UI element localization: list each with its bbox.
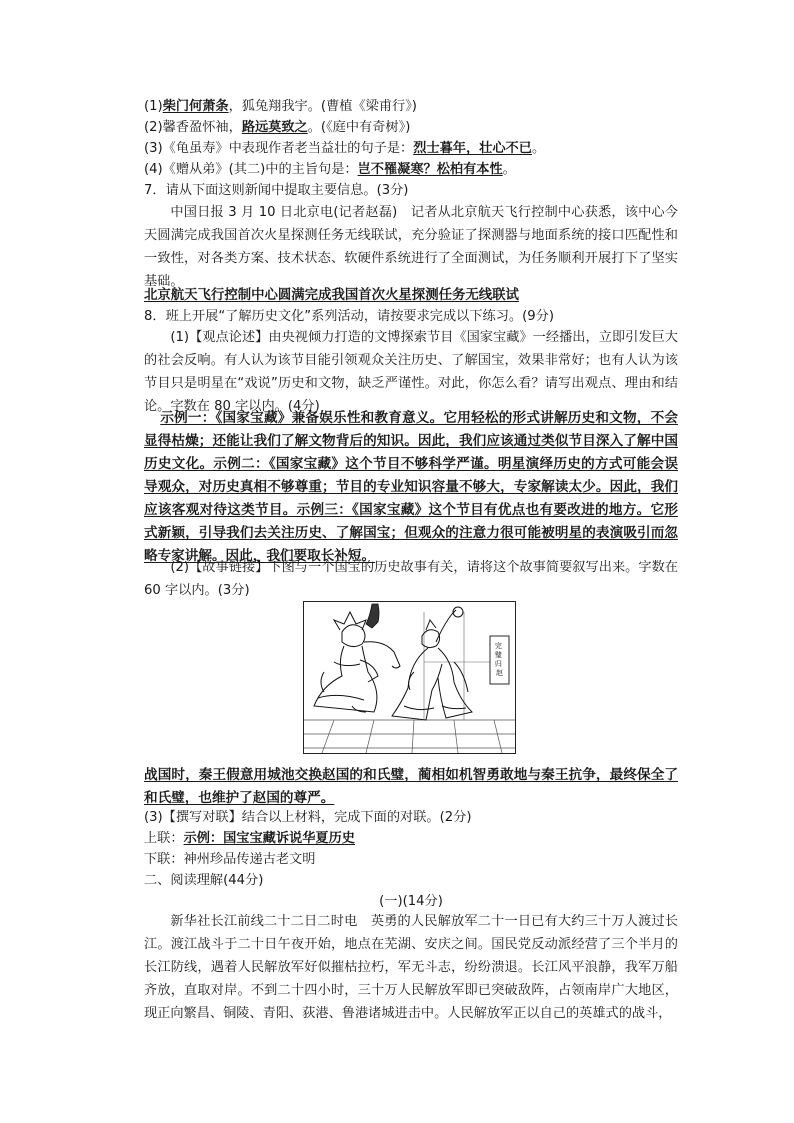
q4-prefix: (4)《赠从弟》(其二)中的主旨句是：	[144, 162, 358, 177]
q3-answer: 烈士暮年，壮心不已	[413, 141, 532, 156]
q2-prefix: (2)馨香盈怀袖，	[144, 120, 242, 135]
qin-king-figure-icon	[314, 612, 400, 712]
q1-suffix: ，狐兔翔我宇。(曹植《梁甫行》)	[228, 99, 417, 114]
q3-suffix: 。	[531, 141, 546, 156]
couplet-upper-answer: 示例：国宝宝藏诉说华夏历史	[183, 831, 355, 846]
floor-tiles-icon	[304, 720, 515, 753]
q8-1-answer	[144, 407, 678, 568]
q4-answer: 岂不罹凝寒？松柏有本性	[357, 162, 503, 177]
q3-prefix: (3)《龟虽寿》中表现作者老当益壮的句子是：	[144, 141, 414, 156]
q7-answer: 北京航天飞行控制中心圆满完成我国首次火星探测任务无线联试	[144, 288, 519, 303]
q8-2-answer	[144, 764, 678, 810]
q4-suffix: 。	[502, 162, 516, 177]
q8-1-prompt: (1)【观点论述】由央视倾力打造的文博探索节目《国家宝藏》一经播出，立即引发巨大的社会反响。有人认为该节目能引领观众关注历史、了解国宝，效果非常好；也有人认为该节目只是明星在“戏说”历史和文物，缺乏严谨性。对此，你怎么看？请写出观点、理由和结论。字数在 80 字以内。(4分)	[144, 330, 678, 414]
q8-2-prompt: (2)【故事链接】下图与一个国宝的历史故事有关，请将这个故事简要叙写出来。字数在 60 字以内。(3分)	[144, 560, 678, 598]
story-illustration	[303, 601, 516, 754]
couplet-upper	[144, 830, 355, 848]
q8-title: 8．班上开展“了解历史文化”系列活动，请按要求完成以下练习。(9分)	[144, 309, 554, 324]
q8-1-answer-text: 示例一：《国家宝藏》兼备娱乐性和教育意义。它用轻松的形式讲解历史和文物，不会显得枯燥；还能让我们了解文物背后的知识。因此，我们应该通过类似节目深入了解中国历史文化。示例二：《国家宝藏》这个节目不够科学严谨。明星演绎历史的方式可能会误导观众，对历史真相不够尊重；节目的专业知识容量不够大，专家解读太少。因此，我们应该客观对待这类节目。示例三：《国家宝藏》这个节目有优点也有要改进的地方。它形式新颖，引导我们去关注历史、了解国宝；但观众的注意力很可能被明星的表演吸引而忽略专家讲解。因此，我们要取长补短。	[144, 410, 678, 564]
illustration-svg	[304, 602, 515, 753]
news-paragraph: 中国日报 3 月 10 日北京电(记者赵磊) 记者从北京航天飞行控制中心获悉，该中心今天圆满完成我国首次火星探测任务无线联试，充分验证了探测器与地面系统的接口匹配性和一致性，对各类方案、技术状态、软硬件系统进行了全面测试，为任务顺利开展打下了坚实基础。	[144, 205, 678, 289]
tassel-icon	[366, 604, 379, 628]
lin-xiangru-figure-icon	[392, 607, 472, 720]
q7-title: 7．请从下面这则新闻中提取主要信息。(3分)	[144, 183, 409, 198]
subsection-title: (一)(14分)	[379, 894, 443, 909]
reading-paragraph: 新华社长江前线二十二日二时电 英勇的人民解放军二十一日已有大约三十万人渡过长江。渡江战斗于二十日午夜开始，地点在芜湖、安庆之间。国民党反动派经营了三个半月的长江防线，遇着人民解放军好似摧枯拉朽，军无斗志，纷纷溃退。长江风平浪静，我军万船齐放，直取对岸。不到二十四小时，三十万人民解放军即已突破敌阵，占领南岸广大地区，现正向繁昌、铜陵、青阳、荻港、鲁港诸城进击中。人民解放军正以自己的英雄式的战斗，	[144, 914, 678, 1021]
couplet-lower: 下联：神州珍品传递古老文明	[144, 852, 316, 867]
q8-2-answer-text: 战国时，秦王假意用城池交换赵国的和氏璧，蔺相如机智勇敢地与秦王抗争，最终保全了和氏璧，也维护了赵国的尊严。	[144, 767, 678, 806]
q1-line	[144, 98, 417, 116]
q4-line	[144, 161, 516, 179]
q2-suffix: 。(《庭中有奇树》)	[307, 120, 411, 135]
q1-prefix: (1)	[144, 99, 163, 114]
q3-line	[144, 140, 545, 158]
q2-line	[144, 119, 410, 137]
q8-3-title: (3)【撰写对联】结合以上材料，完成下面的对联。(2分)	[144, 810, 472, 825]
section-two-title: 二、阅读理解(44分)	[144, 873, 264, 888]
couplet-upper-label: 上联：	[144, 831, 184, 846]
q2-answer: 路远莫致之	[241, 120, 308, 135]
cartouche-text: 完 璧 归 赵	[494, 642, 503, 677]
q1-answer: 柴门何萧条	[162, 99, 229, 114]
